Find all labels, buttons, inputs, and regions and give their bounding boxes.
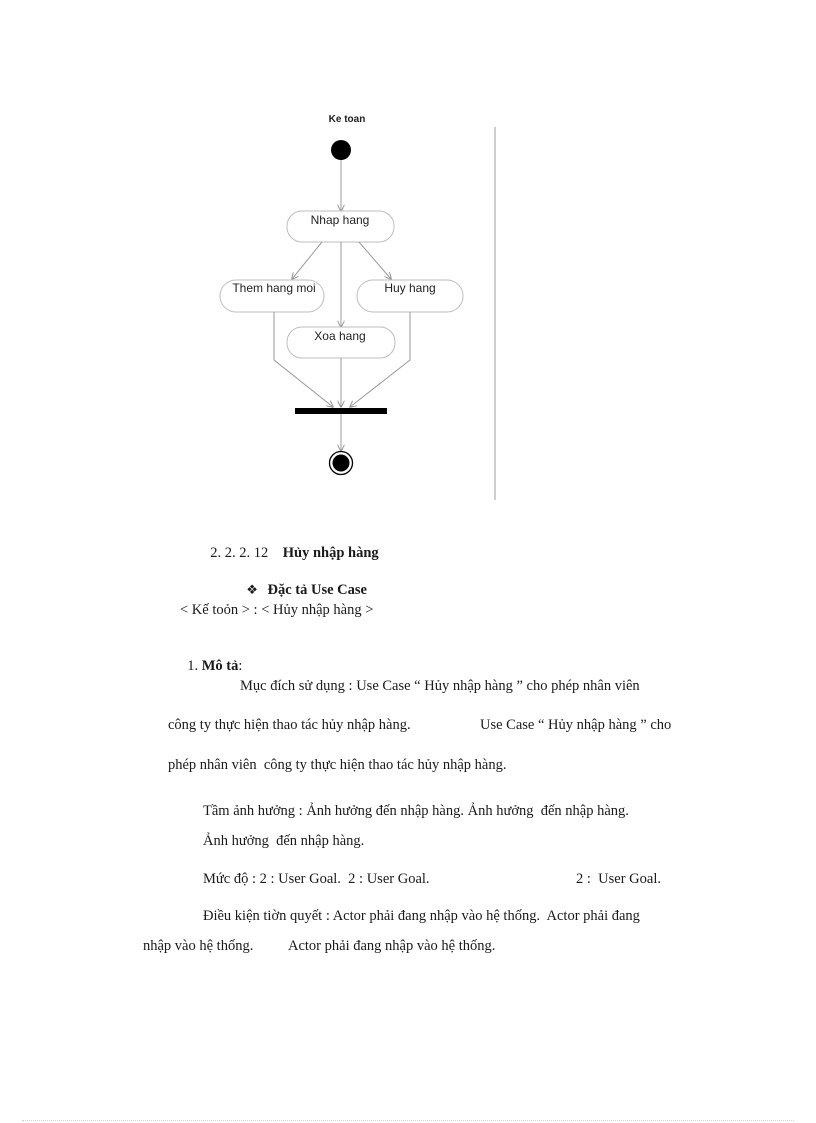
scope-line-1: Tầm ảnh hưởng : Ảnh hưởng đến nhập hàng. Ảnh hưởng đến nhập hàng. bbox=[203, 803, 629, 819]
description-colon: : bbox=[238, 658, 243, 674]
join-bar bbox=[295, 408, 387, 414]
activity-huy-hang-label: Huy hang bbox=[384, 281, 436, 295]
scope-line-2: Ảnh hưởng đến nhập hàng. bbox=[203, 833, 365, 849]
section-number: 2. 2. 2. 12 bbox=[210, 545, 269, 561]
diamond-bullet-icon: ❖ bbox=[246, 582, 258, 597]
section-title: Hủy nhập hàng bbox=[282, 545, 379, 561]
precondition-line-2b: Actor phải đang nhập vào hệ thống. bbox=[288, 938, 496, 954]
precondition-line-2a: nhập vào hệ thống. bbox=[143, 938, 254, 954]
purpose-line-3: phép nhân viên công ty thực hiện thao tác hủy nhập hàng. bbox=[168, 757, 507, 773]
purpose-line-2a: công ty thực hiện thao tác hủy nhập hàng. bbox=[168, 717, 411, 733]
page-bottom-rule bbox=[22, 1120, 794, 1121]
flow-nhap-to-them bbox=[292, 242, 322, 279]
swimlane-title: Ke toan bbox=[328, 114, 366, 125]
description-label: Mô tả bbox=[201, 658, 239, 674]
spec-heading-title: Đặc tả Use Case bbox=[267, 582, 367, 598]
level-part-1: Mức độ : 2 : User Goal. 2 : User Goal. bbox=[203, 871, 430, 887]
activity-them-hang-moi-label: Them hang moi bbox=[232, 281, 316, 295]
description-heading bbox=[180, 639, 242, 675]
activity-nhap-hang-label: Nhap hang bbox=[310, 213, 370, 227]
purpose-line-1: Mục đích sử dụng : Use Case “ Hủy nhập hàng ” cho phép nhân viên bbox=[240, 678, 640, 694]
description-number: 1. bbox=[187, 658, 202, 674]
flow-huy-to-join bbox=[350, 312, 410, 407]
flow-nhap-to-huy bbox=[359, 242, 391, 279]
purpose-line-2b: Use Case “ Hủy nhập hàng ” cho bbox=[480, 717, 672, 733]
actor-line: < Kế toỏn > : < Hủy nhập hàng > bbox=[180, 602, 374, 618]
final-node bbox=[330, 452, 353, 475]
precondition-line-1: Điều kiện tiờn quyết : Actor phải đang nhập vào hệ thống. Actor phải đang bbox=[203, 908, 640, 924]
section-heading bbox=[203, 526, 379, 562]
level-part-2: 2 : User Goal. bbox=[576, 871, 661, 887]
spec-heading bbox=[239, 563, 367, 599]
activity-xoa-hang-label: Xoa hang bbox=[314, 329, 366, 343]
activity-diagram bbox=[0, 0, 816, 510]
flow-them-to-join bbox=[274, 312, 333, 407]
initial-node bbox=[331, 140, 351, 160]
